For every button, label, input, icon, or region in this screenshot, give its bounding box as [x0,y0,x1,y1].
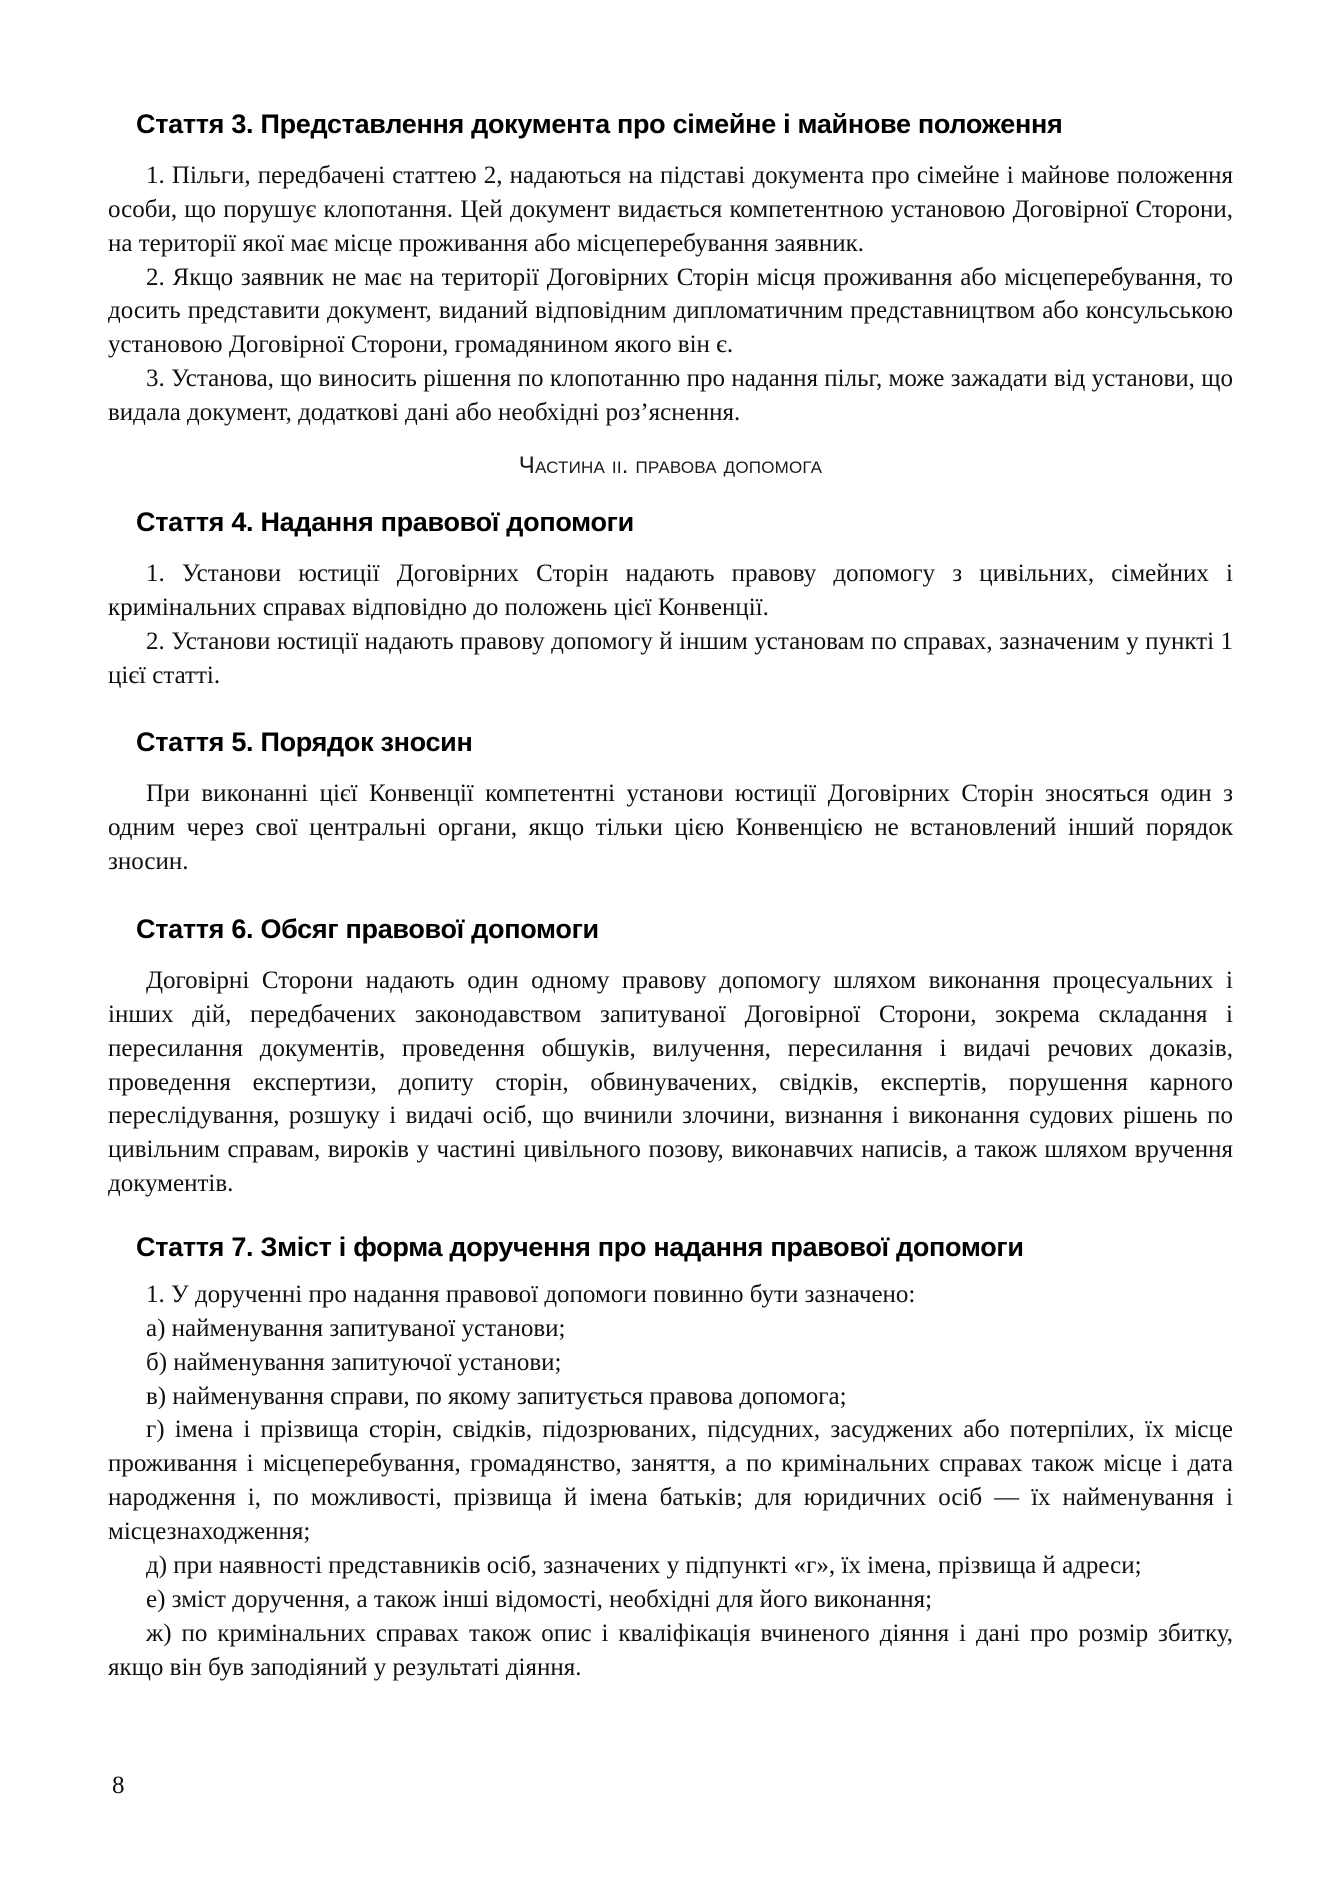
article-5-heading: Стаття 5. Порядок зносин [136,727,473,758]
article-7-item-g: г) імена і прізвища сторін, свідків, підозрюваних, підсудних, засуджених або потерпілих, їх місце проживання і місцеперебування, громадянство, заняття, а по кримінальних справах також місце і дата народження і, по можливості, прізвища й імена батьків; для юридичних осіб — їх найменування і місцезнаходження; [108,1416,1233,1546]
article-7-item-d: д) при наявності представників осіб, зазначених у підпункті «г», їх імена, прізвища й адреси; [146,1551,1142,1579]
article-7-item-b: б) найменування запитуючої установи; [146,1348,562,1376]
article-7-item-e: е) зміст доручення, а також інші відомості, необхідні для його виконання; [146,1585,933,1613]
spacer [108,430,1233,452]
article-6-heading: Стаття 6. Обсяг правової допомоги [136,913,599,944]
page-content [108,108,1233,1684]
spacer [108,539,1233,557]
spacer [108,1264,1233,1278]
spacer [108,759,1233,777]
article-3-paragraph-1: 1. Пільги, передбачені статтею 2, надаються на підставі документа про сімейне і майнове положення особи, що порушує клопотання. Цей документ видається компетентною установою Договірної Сторони, на території якої має місце проживання або місцеперебування заявник. [108,161,1233,257]
article-7-intro: 1. У дорученні про надання правової допомоги повинно бути зазначено: [146,1280,916,1308]
spacer [108,879,1233,913]
article-3-paragraph-2: 2. Якщо заявник не має на території Договірних Сторін місця проживання або місцеперебування, то досить представити документ, виданий відповідним дипломатичним представництвом або консульською установою Договірної Сторони, громадянином якого він є. [108,263,1233,359]
spacer [108,1201,1233,1231]
article-7-item-zh: ж) по кримінальних справах також опис і кваліфікація вчиненого діяння і дані про розмір збитку, якщо він був заподіяний у результаті діяння. [108,1619,1233,1681]
article-6-paragraph-1: Договірні Сторони надають один одному правову допомогу шляхом виконання процесуальних і інших дій, передбачених законодавством запитуваної Договірної Сторони, зокрема складання і пересилання документів, проведення обшуків, вилучення, пересилання і видачі речових доказів, проведення експертизи, допиту сторін, обвинувачених, свідків, експертів, порушення карного переслідування, розшуку і видачі осіб, що вчинили злочини, визнання і виконання судових рішень по цивільним справам, вироків у частині цивільного позову, виконавчих написів, а також шляхом вручення документів. [108,966,1233,1198]
article-4-paragraph-1: 1. Установи юстиції Договірних Сторін надають правову допомогу з цивільних, сімейних і кримінальних справах відповідно до положень цієї Конвенції. [108,559,1233,621]
spacer [108,692,1233,726]
spacer [108,141,1233,159]
article-7-item-a: а) найменування запитуваної установи; [146,1314,566,1342]
part-2-heading: Частина ii. правова допомога [518,451,823,479]
spacer [108,946,1233,964]
article-5-paragraph-1: При виконанні цієї Конвенції компетентні установи юстиції Договірних Сторін зносяться один з одним через свої центральні органи, якщо тільки цією Конвенцією не встановлений інший порядок зносин. [108,780,1233,876]
article-7-heading: Стаття 7. Зміст і форма доручення про надання правової допомоги [136,1232,1024,1262]
article-4-heading: Стаття 4. Надання правової допомоги [136,506,634,537]
article-7-item-v: в) найменування справи, по якому запитується правова допомога; [146,1382,847,1410]
spacer [108,480,1233,506]
article-3-paragraph-3: 3. Установа, що виносить рішення по клопотанню про надання пільг, може зажадати від установи, що видала документ, додаткові дані або необхідні роз’яснення. [108,365,1233,427]
page-number: 8 [112,1772,125,1799]
article-4-paragraph-2: 2. Установи юстиції надають правову допомогу й іншим установам по справах, зазначеним у пункті 1 цієї статті. [108,627,1233,689]
article-3-heading: Стаття 3. Представлення документа про сімейне і майнове положення [136,109,1063,139]
